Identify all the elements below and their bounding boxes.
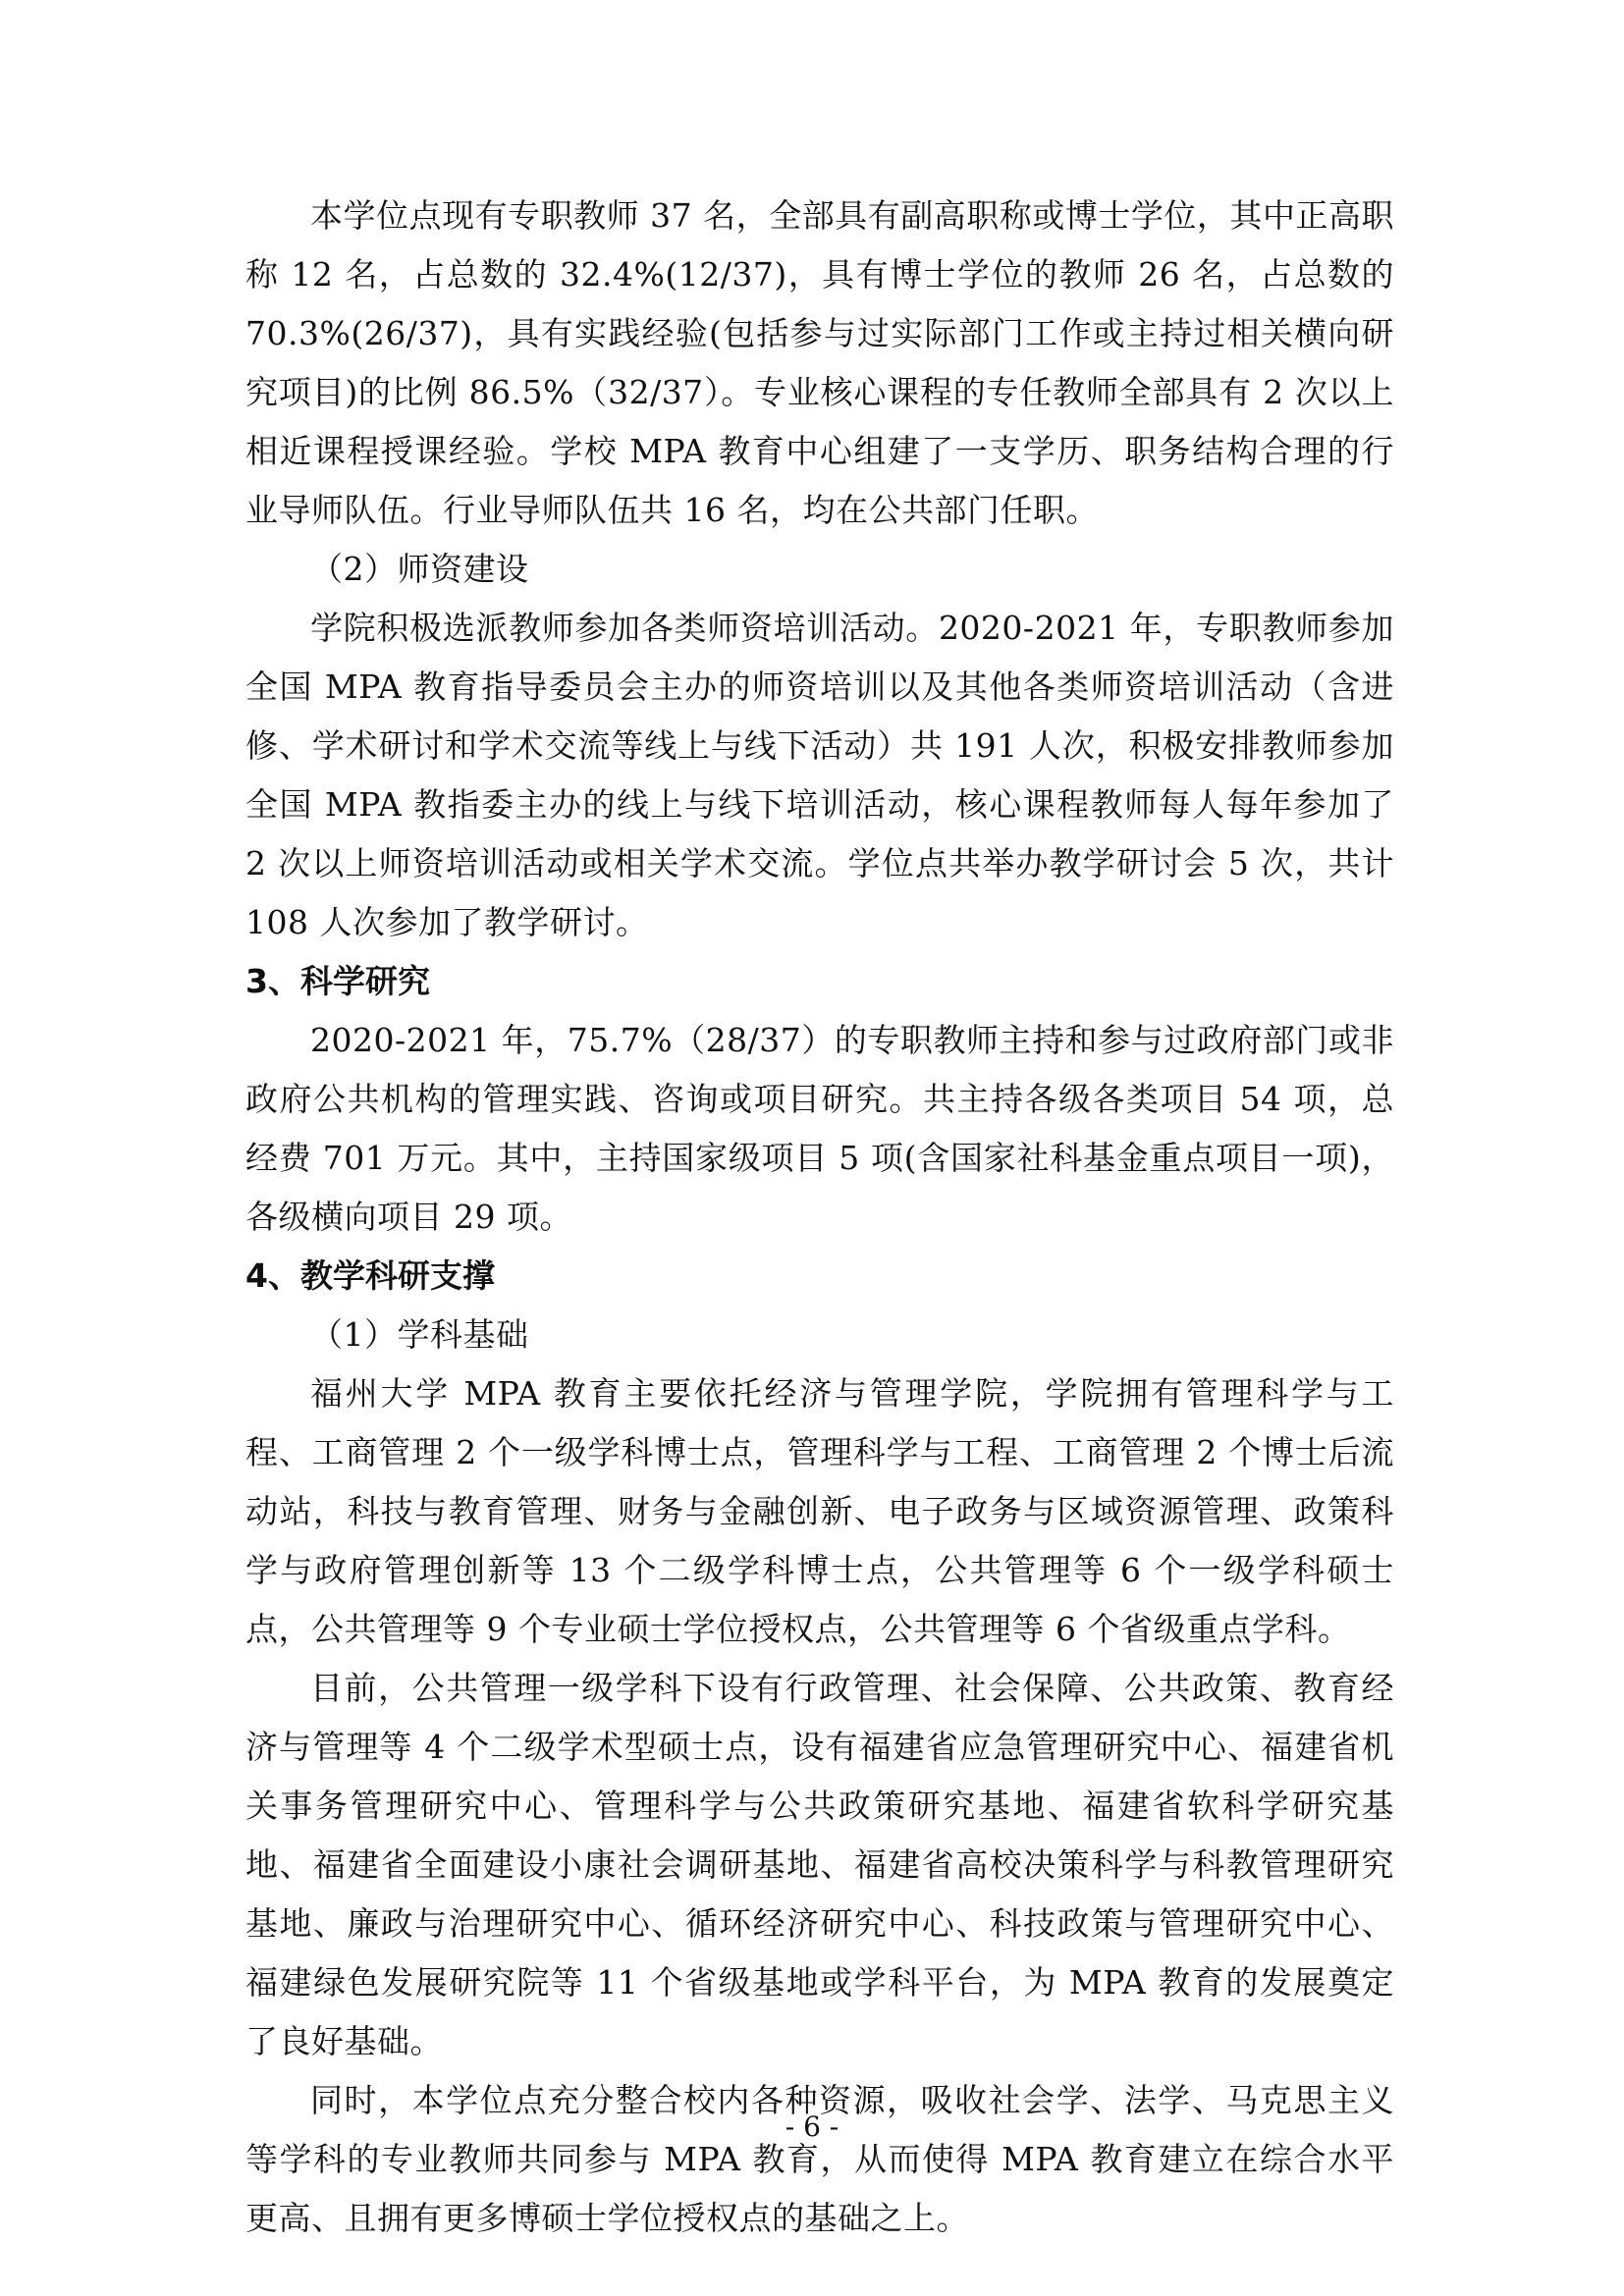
page-number: - 6 - [785, 2110, 839, 2143]
section-heading-support: 4、教学科研支撑 [245, 1256, 495, 1295]
document-page [245, 187, 1394, 2248]
subheading-faculty-development: （2）师资建设 [310, 550, 529, 588]
paragraph-resource-integration: 同时，本学位点充分整合校内各种资源，吸收社会学、法学、马克思主义等学科的专业教师共同参与 MPA 教育，从而使得 MPA 教育建立在综合水平更高、且拥有更多博硕士学位授权点的基础之上。 [245, 2081, 1394, 2237]
subheading-discipline-foundation: （1）学科基础 [310, 1315, 529, 1354]
paragraph-faculty-overview: 本学位点现有专职教师 37 名，全部具有副高职称或博士学位，其中正高职称 12 名，占总数的 32.4%(12/37)，具有博士学位的教师 26 名，占总数的 70.3%(26/37)，具有实践经验(包括参与过实际部门工作或主持过相关横向研究项目)的比例 86.5%（32/37）。专业核心课程的专任教师全部具有 2 次以上相近课程授课经验。学校 MPA 教育中心组建了一支学历、职务结构合理的行业导师队伍。行业导师队伍共 16 名，均在公共部门任职。 [245, 196, 1394, 529]
paragraph-discipline-foundation: 福州大学 MPA 教育主要依托经济与管理学院，学院拥有管理科学与工程、工商管理 2 个一级学科博士点，管理科学与工程、工商管理 2 个博士后流动站，科技与教育管理、财务与金融创新、电子政务与区域资源管理、政策科学与政府管理创新等 13 个二级学科博士点，公共管理等 6 个一级学科硕士点，公共管理等 9 个专业硕士学位授权点，公共管理等 6 个省级重点学科。 [245, 1374, 1394, 1648]
paragraph-research: 2020-2021 年，75.7%（28/37）的专职教师主持和参与过政府部门或非政府公共机构的管理实践、咨询或项目研究。共主持各级各类项目 54 项，总经费 701 万元。其中，主持国家级项目 5 项(含国家社科基金重点项目一项)，各级横向项目 29 项。 [245, 1021, 1394, 1236]
paragraph-research-platforms: 目前，公共管理一级学科下设有行政管理、社会保障、公共政策、教育经济与管理等 4 个二级学术型硕士点，设有福建省应急管理研究中心、福建省机关事务管理研究中心、管理科学与公共政策研究基地、福建省软科学研究基地、福建省全面建设小康社会调研基地、福建省高校决策科学与科教管理研究基地、廉政与治理研究中心、循环经济研究中心、科技政策与管理研究中心、福建绿色发展研究院等 11 个省级基地或学科平台，为 MPA 教育的发展奠定了良好基础。 [245, 1669, 1394, 2060]
paragraph-faculty-training: 学院积极选派教师参加各类师资培训活动。2020-2021 年，专职教师参加全国 MPA 教育指导委员会主办的师资培训以及其他各类师资培训活动（含进修、学术研讨和学术交流等线上与线下活动）共 191 人次，积极安排教师参加全国 MPA 教指委主办的线上与线下培训活动，核心课程教师每人每年参加了 2 次以上师资培训活动或相关学术交流。学位点共举办教学研讨会 5 次，共计 108 人次参加了教学研讨。 [245, 609, 1394, 941]
section-heading-research: 3、科学研究 [245, 962, 430, 1000]
